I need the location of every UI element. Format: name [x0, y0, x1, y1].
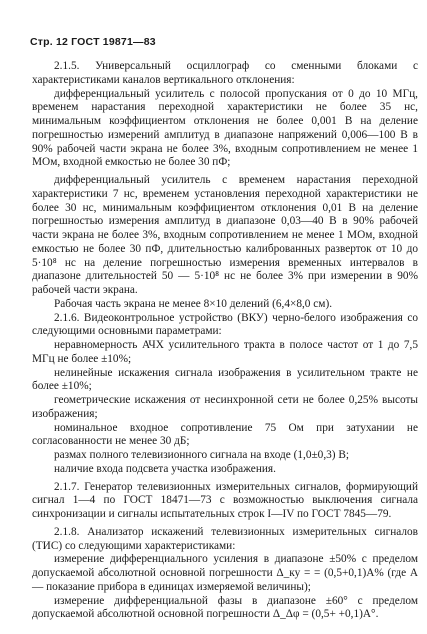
paragraph: 2.1.6. Видеоконтрольное устройство (ВКУ) черно-белого изображения со следующими основными параметрами:	[32, 311, 418, 338]
paragraph: измерение дифференциального усиления в диапазоне ±50% с пределом допускаемой абсолютной основной погрешности Δ_ку = = (0,5+0,1)A% (где A — показание прибора в единицах измеряемой величины);	[32, 553, 418, 593]
paragraph: номинальное входное сопротивление 75 Ом при затухании не согласованности не менее 30 дБ;	[32, 421, 418, 448]
page-header: Стр. 12 ГОСТ 19871—83	[30, 36, 156, 48]
paragraph: неравномерность АЧХ усилительного тракта в полосе частот от 1 до 7,5 МГц не более ±10%;	[32, 339, 418, 365]
paragraph: Рабочая часть экрана не менее 8×10 делений (6,4×8,0 см).	[54, 297, 333, 310]
document-body	[32, 60, 418, 622]
paragraph: дифференциальный усилитель с временем нарастания переходной характеристики 7 нс, временем установления переходной характеристики не более 30 нс, минимальным коэффициентом отклонения 0,01 В на деление погрешностью измерения амплитуд в диапазоне 0,03—40 В в 90% рабочей части экрана не более 3%, входным сопротивлением не менее 1 МОм, входной емкостью не более 30 пФ, длительностью калиброванных разверток от 10 до 5·10⁸ нс на деление погрешностью измерения временных интервалов в диапазоне длительностей 50 — 5·10⁸ нс не более 3% при измерении в 90% рабочей части экрана.	[32, 174, 418, 296]
paragraph: дифференциальный усилитель с полосой пропускания от 0 до 10 МГц, временем нарастания переходной характеристики не более 35 нс, минимальным коэффициентом отклонения не более 0,001 В на деление погрешностью измерений амплитуд в диапазоне напряжений 0,006—100 В в 90% рабочей части экрана не более 3%, входным сопротивлением не менее 1 МОм, входной емкостью не более 30 пФ;	[32, 87, 418, 169]
paragraph: измерение дифференциальной фазы в диапазоне ±60° с пределом допускаемой абсолютной основной погрешности Δ_Δφ = (0,5+ +0,1)A°.	[32, 594, 418, 621]
paragraph: 2.1.8. Анализатор искажений телевизионных измерительных сигналов (ТИС) со следующими характеристиками:	[32, 525, 418, 552]
paragraph: размах полного телевизионного сигнала на входе (1,0±0,3) В;	[54, 449, 350, 461]
paragraph: наличие входа подсвета участка изображения.	[54, 462, 276, 475]
paragraph: геометрические искажения от несинхронной сети не более 0,25% высоты изображения;	[32, 394, 418, 420]
paragraph: 2.1.5. Универсальный осциллограф со сменными блоками с характеристиками каналов вертикального отклонения:	[32, 60, 418, 86]
paragraph: нелинейные искажения сигнала изображения в усилительном тракте не более ±10%;	[32, 366, 418, 393]
paragraph: 2.1.7. Генератор телевизионных измерительных сигналов, формирующий сигнал 1—4 по ГОСТ 18471—73 с возможностью выключения сигнала синхронизации и сигналы испытательных строк I—IV по ГОСТ 7845—79.	[32, 480, 418, 520]
